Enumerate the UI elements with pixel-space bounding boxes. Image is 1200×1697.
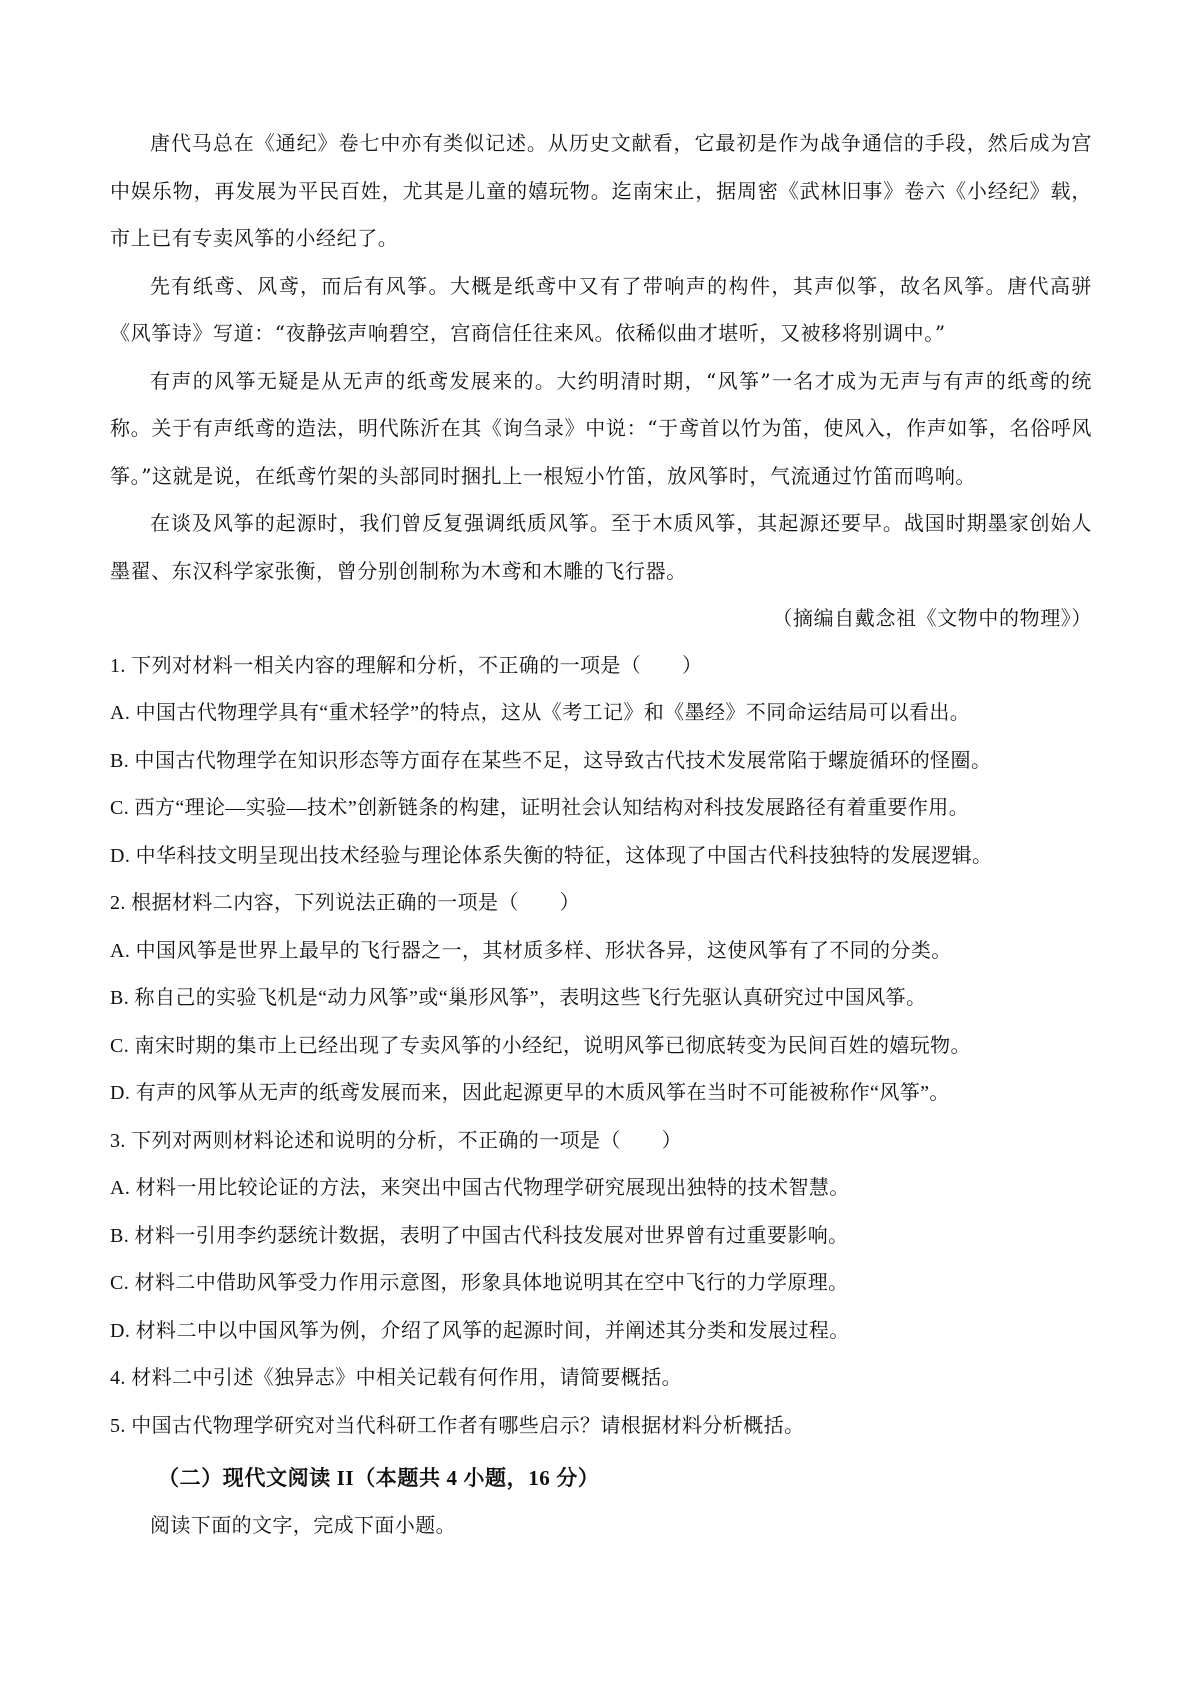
option-b: B. 中国古代物理学在知识形态等方面存在某些不足，这导致古代技术发展常陷于螺旋循环的怪圈。: [110, 749, 992, 772]
passage-paragraph: 有声的风筝无疑是从无声的纸鸢发展来的。大约明清时期，“风筝”一名才成为无声与有声的纸鸢的统称。关于有声纸鸢的造法，明代陈沂在其《询刍录》中说：“于鸢首以竹为笛，使风入，作声如筝，名俗呼风筝。”这就是说，在纸鸢竹架的头部同时捆扎上一根短小竹笛，放风筝时，气流通过竹笛而鸣响。: [110, 368, 1092, 488]
question-2: [110, 880, 1092, 1118]
option-a: A. 中国古代物理学具有“重术轻学”的特点，这从《考工记》和《墨经》不同命运结局可以看出。: [110, 702, 971, 724]
passage-paragraph: 先有纸鸢、风鸢，而后有风筝。大概是纸鸢中又有了带响声的构件，其声似筝，故名风筝。唐代高骈《风筝诗》写道：“夜静弦声响碧空，宫商信任往来风。依稀似曲才堪听，又被移将别调中。”: [110, 273, 1092, 345]
question-1: [110, 643, 1092, 881]
section-instruction: 阅读下面的文字，完成下面小题。: [150, 1515, 456, 1537]
option-b: B. 材料一引用李约瑟统计数据，表明了中国古代科技发展对世界曾有过重要影响。: [110, 1224, 849, 1247]
option-d: D. 有声的风筝从无声的纸鸢发展而来，因此起源更早的木质风筝在当时不可能被称作“风筝”。: [110, 1082, 950, 1104]
option-d: D. 中华科技文明呈现出技术经验与理论体系失衡的特征，这体现了中国古代科技独特的发展逻辑。: [110, 844, 993, 867]
option-c: C. 南宋时期的集市上已经出现了专卖风筝的小经纪，说明风筝已彻底转变为民间百姓的嬉玩物。: [110, 1034, 971, 1057]
reading-passage: [110, 120, 1092, 643]
option-a: A. 材料一用比较论证的方法，来突出中国古代物理学研究展现出独特的技术智慧。: [110, 1177, 850, 1199]
passage-source: （摘编自戴念祖《文物中的物理》）: [772, 606, 1092, 630]
passage-paragraph: 在谈及风筝的起源时，我们曾反复强调纸质风筝。至于木质风筝，其起源还要早。战国时期墨家创始人墨翟、东汉科学家张衡，曾分别创制称为木鸢和木雕的飞行器。: [110, 511, 1092, 583]
question-4: 4. 材料二中引述《独异志》中相关记载有何作用，请简要概括。: [110, 1367, 682, 1389]
section-heading: （二）现代文阅读 II（本题共 4 小题，16 分）: [158, 1466, 600, 1490]
question-stem: 1. 下列对材料一相关内容的理解和分析，不正确的一项是（ ）: [110, 654, 703, 677]
question-stem: 2. 根据材料二内容，下列说法正确的一项是（ ）: [110, 892, 580, 914]
option-c: C. 西方“理论—实验—技术”创新链条的构建，证明社会认知结构对科技发展路径有着重要作用。: [110, 797, 970, 819]
option-d: D. 材料二中以中国风筝为例，介绍了风筝的起源时间，并阐述其分类和发展过程。: [110, 1319, 850, 1342]
option-c: C. 材料二中借助风筝受力作用示意图，形象具体地说明其在空中飞行的力学原理。: [110, 1272, 849, 1294]
question-5: 5. 中国古代物理学研究对当代科研工作者有哪些启示？请根据材料分析概括。: [110, 1414, 805, 1437]
option-b: B. 称自己的实验飞机是“动力风筝”或“巢形风筝”，表明这些飞行先驱认真研究过中国风筝。: [110, 987, 927, 1009]
option-a: A. 中国风筝是世界上最早的飞行器之一，其材质多样、形状各异，这使风筝有了不同的分类。: [110, 939, 952, 962]
question-stem: 3. 下列对两则材料论述和说明的分析，不正确的一项是（ ）: [110, 1129, 682, 1152]
passage-paragraph: 唐代马总在《通纪》卷七中亦有类似记述。从历史文献看，它最初是作为战争通信的手段，然后成为宫中娱乐物，再发展为平民百姓，尤其是儿童的嬉玩物。迄南宋止，据周密《武林旧事》卷六《小经纪》载，市上已有专卖风筝的小经纪了。: [110, 131, 1092, 250]
question-3: [110, 1118, 1092, 1356]
